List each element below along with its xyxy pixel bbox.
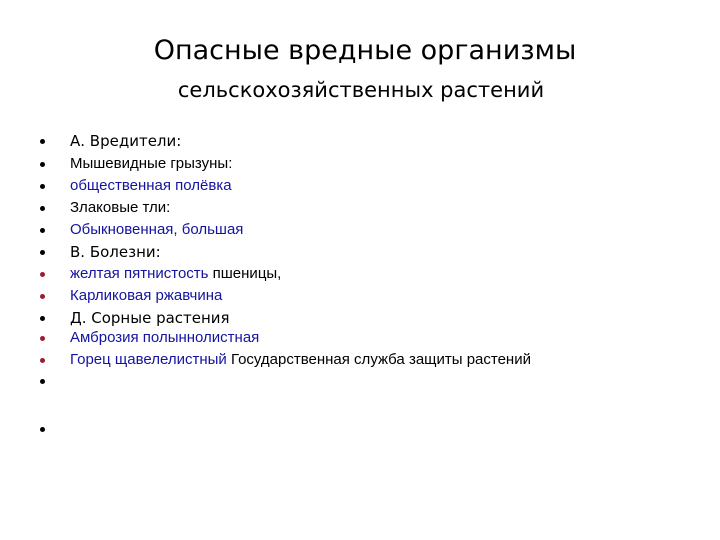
bullet-item [0,241,700,263]
bullet-text [70,241,161,263]
bullet-text [70,175,232,197]
bullet-text [70,130,181,152]
bullet-item [0,349,700,371]
bullet-text-part: Д. Сорные растения [70,309,230,327]
bullet-dot [40,250,45,255]
bullet-dot [40,358,45,363]
bullet-dot [40,162,45,167]
bullet-item [0,370,700,392]
bullet-dot [40,316,45,321]
bullet-dot [40,228,45,233]
bullet-dot [40,427,45,432]
bullet-dot [40,206,45,211]
bullet-text-part: Государственная служба защиты растений [226,351,531,368]
bullet-dot [40,272,45,277]
bullet-text [70,327,259,349]
bullet-text [70,197,170,219]
bullet-item [0,219,700,241]
bullet-text-part: желтая пятнистость [70,265,209,282]
bullet-text [70,153,232,175]
bullet-dot [40,184,45,189]
bullet-text-part: общественная полёвка [70,177,232,194]
bullet-dot [40,139,45,144]
bullet-dot [40,294,45,299]
bullet-item [0,130,700,152]
bullet-text [70,219,243,241]
bullet-text-part: пшеницы, [208,265,282,282]
bullet-item [0,153,700,175]
bullet-text-part: Карликовая ржавчина [70,287,223,304]
bullet-text-part: В. Болезни: [70,243,161,261]
bullet-item [0,285,700,307]
slide-title: Опасные вредные организмы [153,35,577,66]
bullet-text-part: Горец щавелелистный [70,351,227,368]
bullet-item [0,175,700,197]
bullet-text-part: А. Вредители: [70,132,182,150]
bullet-item [0,197,700,219]
bullet-item [0,263,700,285]
bullet-dot [40,336,45,341]
bullet-item [0,327,700,349]
bullet-dot [40,379,45,384]
bullet-text-part: Мышевидные грызуны: [70,155,233,172]
bullet-item [0,307,700,329]
bullet-text-part: Обыкновенная, большая [70,221,244,238]
bullet-text [70,307,230,329]
bullet-text [70,263,281,285]
bullet-text [70,285,222,307]
bullet-text [70,349,531,371]
slide-subtitle: сельскохозяйственных растений [177,78,545,102]
bullet-text-part: Амброзия полыннолистная [70,329,260,346]
bullet-text-part: Злаковые тли: [70,199,171,216]
bullet-item [0,418,700,440]
